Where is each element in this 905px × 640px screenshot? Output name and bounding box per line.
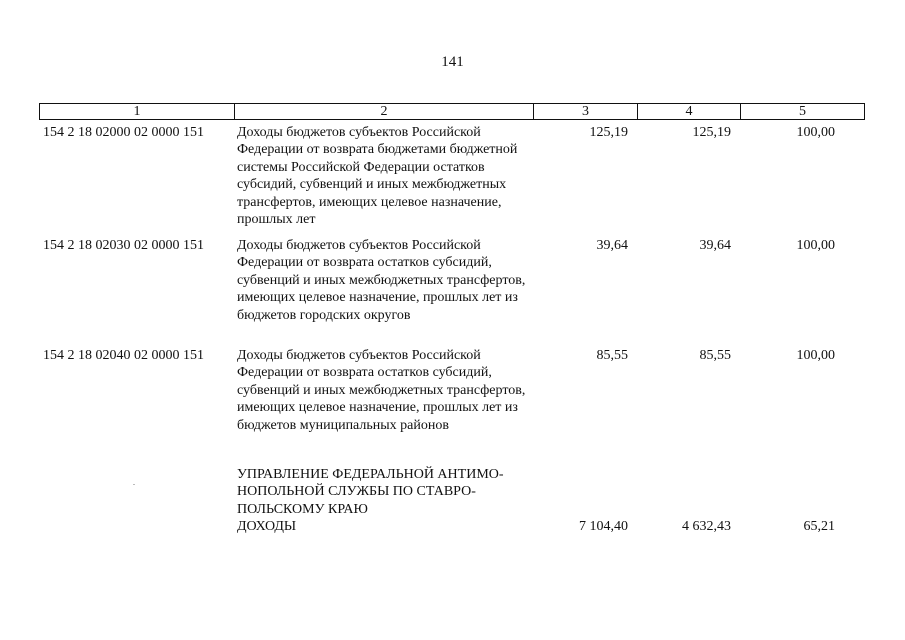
value-col5: 100,00 [796,348,835,363]
row-description: Доходы бюджетов субъектов Российской Федерации от возврата остатков субсидий, субвенций и иных межбюджетных трансфертов, имеющих целевое назначение, прошлых лет из бюджетов муниципальных районов [237,348,526,433]
total-col3: 7 104,40 [579,519,628,534]
value-col5: 100,00 [796,125,835,140]
value-col3: 85,55 [596,348,628,363]
value-col5: 100,00 [796,238,835,253]
budget-code: 154 2 18 02000 02 0000 151 [43,125,204,140]
column-header-3: 3 [533,104,637,119]
value-col4: 85,55 [699,348,731,363]
row-description: Доходы бюджетов субъектов Российской Федерации от возврата остатков субсидий, субвенций и иных межбюджетных трансфертов, имеющих целевое назначение, прошлых лет из бюджетов городских округов [237,238,526,323]
department-heading-line: УПРАВЛЕНИЕ ФЕДЕРАЛЬНОЙ АНТИМО- [237,467,504,482]
value-col3: 125,19 [589,125,628,140]
budget-code: 154 2 18 02030 02 0000 151 [43,238,204,253]
column-header-4: 4 [637,104,740,119]
value-col4: 125,19 [692,125,731,140]
department-heading [237,466,537,518]
row-description: Доходы бюджетов субъектов Российской Федерации от возврата бюджетами бюджетной системы Российской Федерации остатков субсидий, субвенций и иных межбюджетных трансфертов, имеющих целевое назначение, прошлых лет [237,125,518,228]
table-header-row [39,103,865,120]
department-heading-line: ПОЛЬСКОМУ КРАЮ [237,501,368,517]
value-col3: 39,64 [596,238,628,253]
page-number: 141 [441,54,464,70]
value-col4: 39,64 [699,238,731,253]
budget-code: 154 2 18 02040 02 0000 151 [43,348,204,363]
total-label: ДОХОДЫ [237,519,297,534]
column-header-2: 2 [234,104,533,119]
department-heading-line: НОПОЛЬНОЙ СЛУЖБЫ ПО СТАВРО- [237,484,476,500]
total-col4: 4 632,43 [682,519,731,534]
scan-speck [133,484,135,485]
column-header-5: 5 [740,104,864,119]
total-col5: 65,21 [803,519,835,534]
column-header-1: 1 [133,104,141,119]
